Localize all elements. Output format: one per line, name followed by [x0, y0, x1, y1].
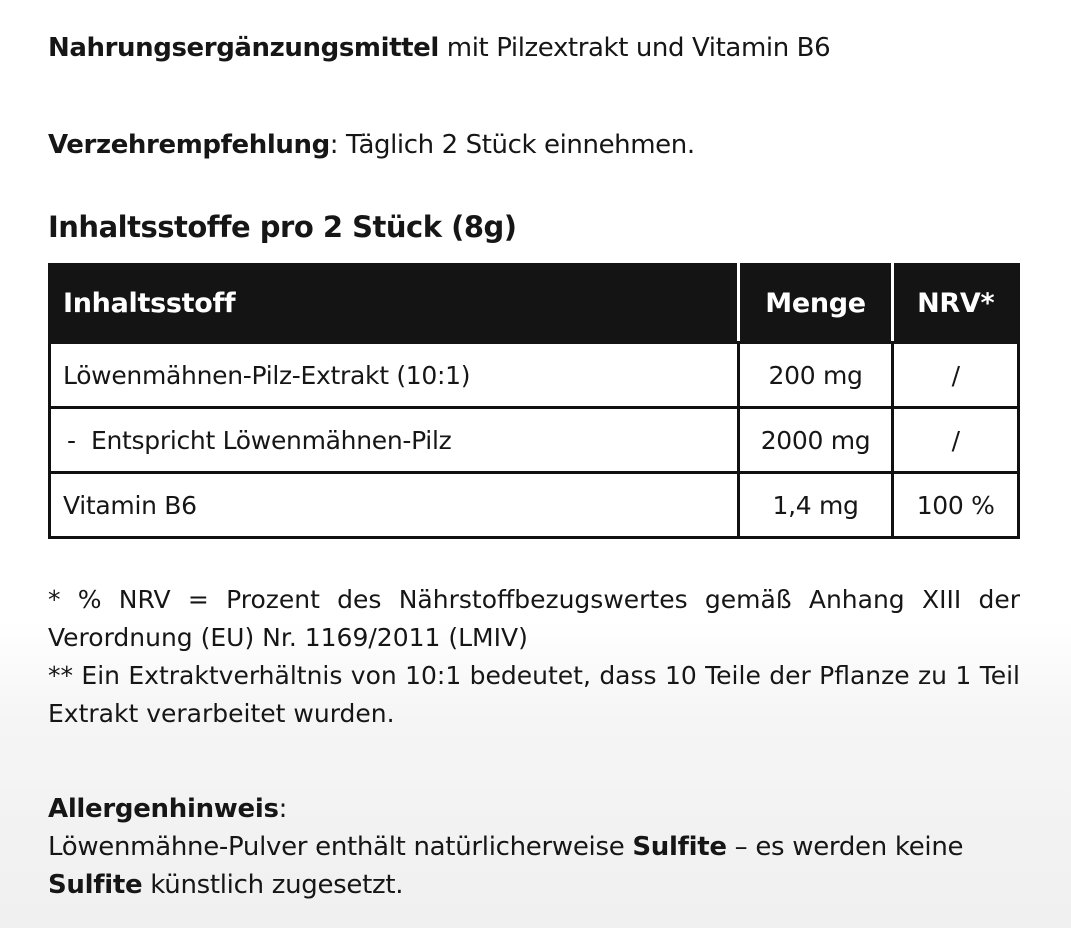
product-type: Nahrungsergänzungsmittel: [48, 33, 439, 63]
column-header-nrv: NRV*: [893, 265, 1019, 343]
allergen-notice: [48, 790, 1023, 904]
footnote-nrv: * % NRV = Prozent des Nährstoffbezugswertes gemäß Anhang XIII der Verordnung (EU) Nr. 1169/2011 (LMIV): [48, 585, 1020, 652]
allergen-heading-line: [48, 790, 1023, 828]
allergen-sulfite-highlight: Sulfite: [48, 870, 143, 900]
table-header-row: [50, 265, 1019, 343]
ingredient-subitem: - Entspricht Löwenmähnen-Pilz: [67, 425, 452, 455]
column-header-ingredient: Inhaltsstoff: [50, 265, 739, 343]
ingredient-name: [50, 408, 739, 473]
ingredient-amount: 200 mg: [738, 343, 893, 408]
allergen-heading-colon: :: [278, 794, 288, 824]
table-row: [50, 473, 1019, 538]
allergen-text: [48, 828, 1023, 904]
ingredient-nrv: 100 %: [893, 473, 1019, 538]
product-detail: mit Pilzextrakt und Vitamin B6: [438, 33, 831, 63]
ingredient-name: Vitamin B6: [50, 473, 739, 538]
dosage-recommendation: [48, 130, 695, 160]
product-description: [48, 33, 830, 63]
allergen-heading: Allergenhinweis: [48, 794, 279, 824]
dosage-text: : Täglich 2 Stück einnehmen.: [329, 130, 695, 160]
footnote-extract-ratio: ** Ein Extraktverhältnis von 10:1 bedeutet, dass 10 Teile der Pflanze zu 1 Teil Extrakt verarbeitet wurden.: [48, 661, 1020, 728]
ingredient-amount: 1,4 mg: [738, 473, 893, 538]
footnotes: [48, 581, 1020, 733]
column-header-amount: Menge: [738, 265, 893, 343]
allergen-text-part: – es werden keine: [726, 832, 964, 862]
dosage-label: Verzehrempfehlung: [48, 130, 330, 160]
ingredients-heading: Inhaltsstoffe pro 2 Stück (8g): [48, 210, 517, 244]
ingredient-amount: 2000 mg: [738, 408, 893, 473]
ingredient-nrv: /: [893, 343, 1019, 408]
table-row: [50, 408, 1019, 473]
ingredients-table: [48, 263, 1020, 539]
allergen-sulfite-highlight: Sulfite: [632, 832, 727, 862]
ingredient-name: Löwenmähnen-Pilz-Extrakt (10:1): [50, 343, 739, 408]
allergen-text-part: künstlich zugesetzt.: [142, 870, 404, 900]
allergen-text-part: Löwenmähne-Pulver enthält natürlicherweise: [48, 832, 633, 862]
ingredient-nrv: /: [893, 408, 1019, 473]
table-row: [50, 343, 1019, 408]
